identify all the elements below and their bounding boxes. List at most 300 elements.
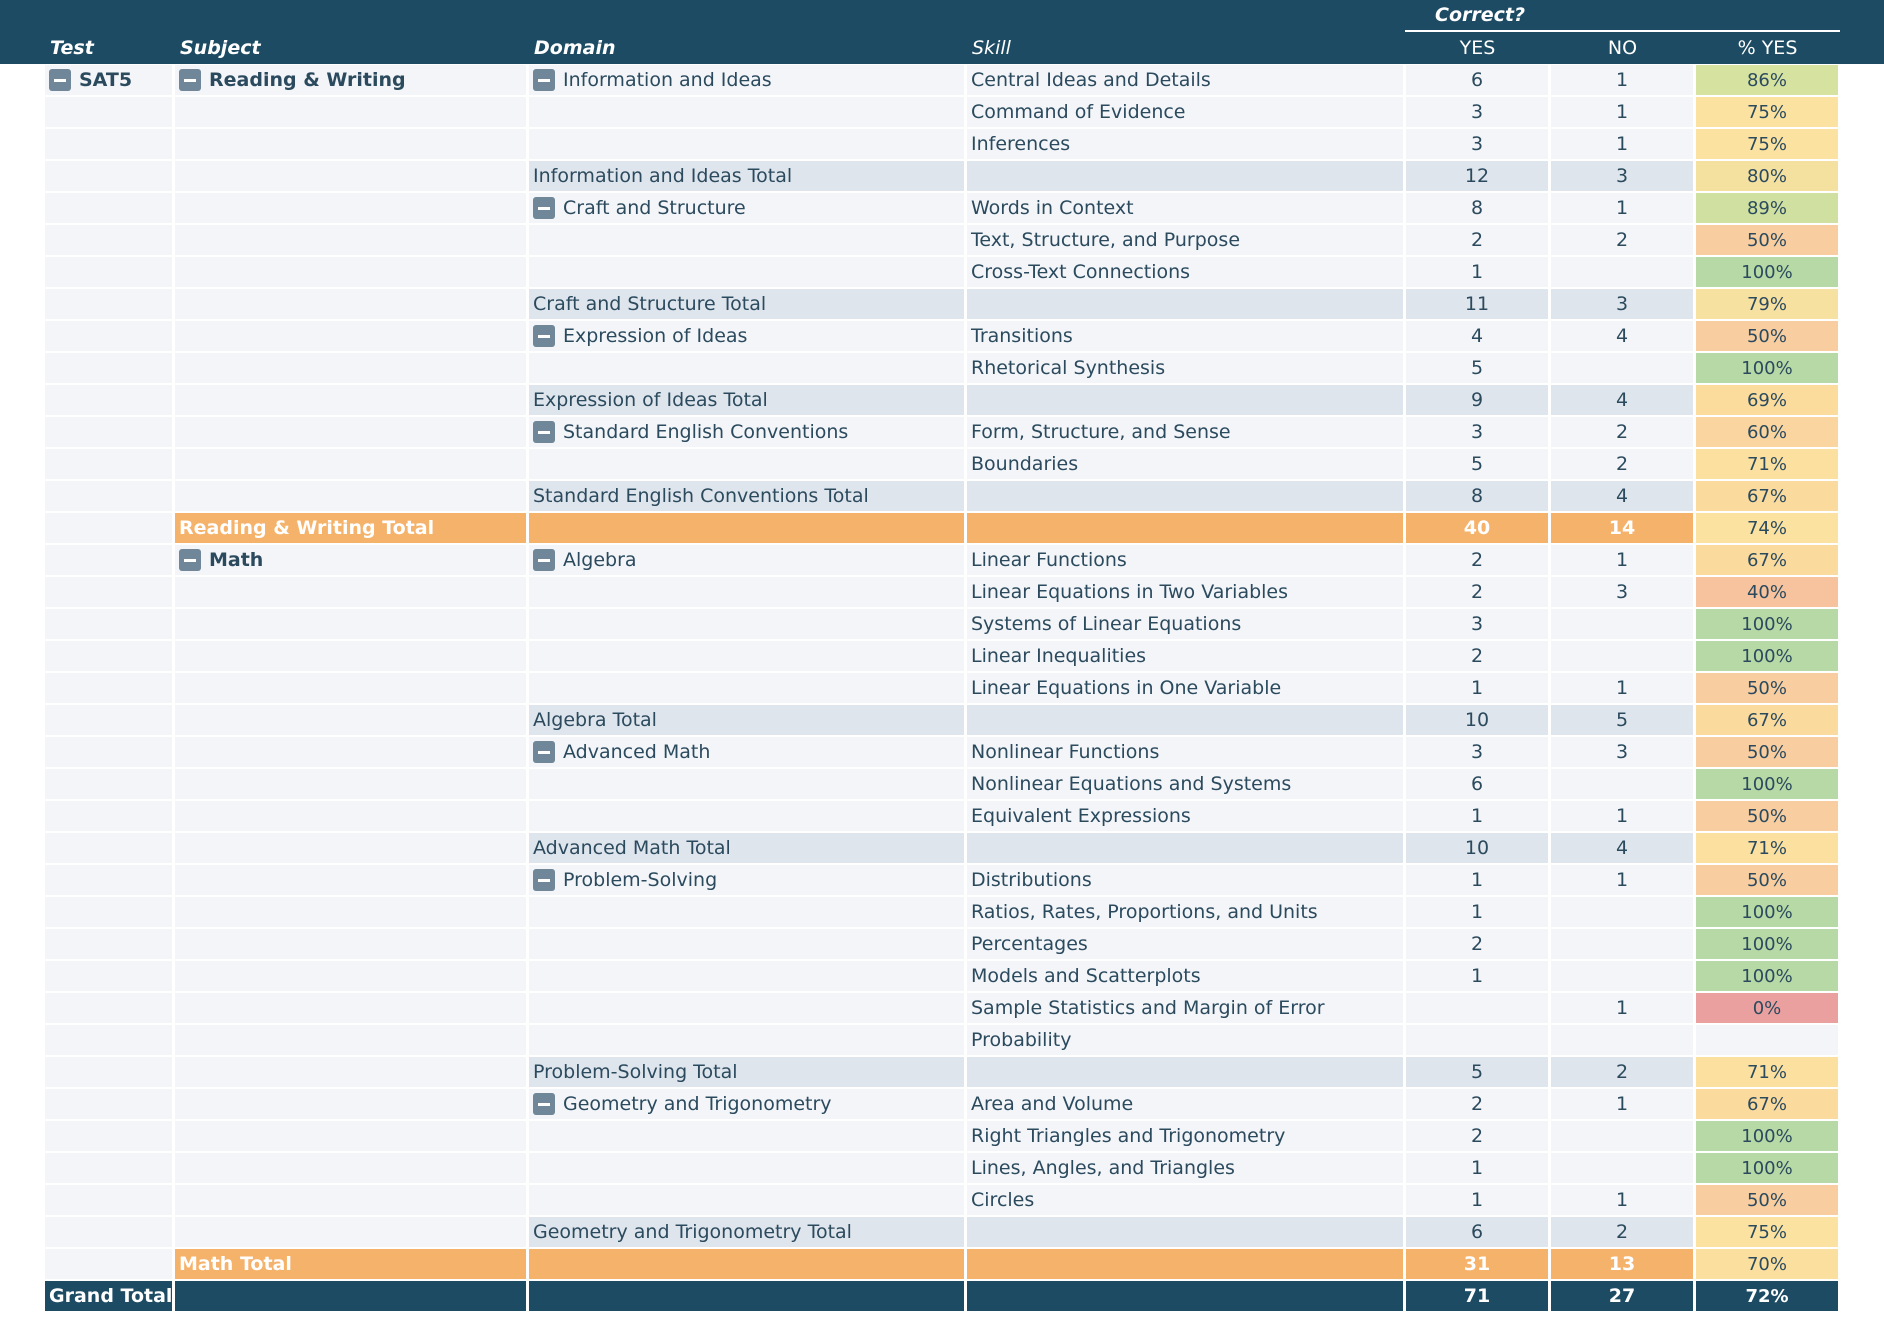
- domain-cell[interactable]: [529, 321, 964, 351]
- test-cell[interactable]: [45, 513, 172, 543]
- domain-cell[interactable]: [529, 1089, 964, 1119]
- pct-yes-cell[interactable]: [1696, 417, 1838, 447]
- subject-cell[interactable]: [175, 1025, 526, 1055]
- domain-cell[interactable]: [529, 897, 964, 927]
- collapse-toggle-icon[interactable]: [533, 1093, 555, 1115]
- test-cell[interactable]: [45, 801, 172, 831]
- domain-cell[interactable]: [529, 353, 964, 383]
- pct-yes-cell[interactable]: [1696, 641, 1838, 671]
- skill-cell[interactable]: [967, 769, 1403, 799]
- yes-count-cell[interactable]: [1406, 545, 1548, 575]
- test-cell[interactable]: [45, 1025, 172, 1055]
- pct-yes-cell[interactable]: [1696, 321, 1838, 351]
- yes-count-cell[interactable]: [1406, 481, 1548, 511]
- test-cell[interactable]: [45, 385, 172, 415]
- subject-cell[interactable]: [175, 385, 526, 415]
- subject-cell[interactable]: [175, 673, 526, 703]
- pct-yes-cell[interactable]: [1696, 161, 1838, 191]
- no-column-header[interactable]: NO: [1607, 37, 1638, 59]
- pct-yes-cell[interactable]: [1696, 225, 1838, 255]
- test-cell[interactable]: [45, 65, 172, 95]
- pct-yes-cell[interactable]: [1696, 993, 1838, 1023]
- no-count-cell[interactable]: [1551, 353, 1693, 383]
- skill-cell[interactable]: [967, 1281, 1403, 1311]
- no-count-cell[interactable]: [1551, 1057, 1693, 1087]
- table-row: [0, 448, 1884, 480]
- pct-yes-cell[interactable]: [1696, 289, 1838, 319]
- test-cell[interactable]: [45, 1057, 172, 1087]
- collapse-toggle-icon[interactable]: [533, 69, 555, 91]
- subject-cell[interactable]: [175, 321, 526, 351]
- subject-cell[interactable]: [175, 705, 526, 735]
- test-cell[interactable]: [45, 705, 172, 735]
- yes-count-cell[interactable]: [1406, 641, 1548, 671]
- skill-cell[interactable]: [967, 865, 1403, 895]
- yes-count-cell[interactable]: [1406, 449, 1548, 479]
- no-count-cell[interactable]: [1551, 65, 1693, 95]
- test-cell[interactable]: [45, 961, 172, 991]
- pct-yes-cell[interactable]: [1696, 449, 1838, 479]
- test-cell[interactable]: [45, 577, 172, 607]
- yes-count-cell[interactable]: [1406, 609, 1548, 639]
- yes-count-cell[interactable]: [1406, 1089, 1548, 1119]
- test-cell[interactable]: [45, 289, 172, 319]
- test-cell[interactable]: [45, 1121, 172, 1151]
- pct-yes-cell[interactable]: [1696, 1025, 1838, 1055]
- domain-cell[interactable]: [529, 1153, 964, 1183]
- subject-cell[interactable]: [175, 481, 526, 511]
- domain-total-label[interactable]: [529, 1217, 964, 1247]
- subject-cell[interactable]: [175, 449, 526, 479]
- pct-yes-cell[interactable]: [1696, 1121, 1838, 1151]
- subject-cell[interactable]: [175, 737, 526, 767]
- no-count-cell[interactable]: [1551, 897, 1693, 927]
- skill-cell[interactable]: [967, 481, 1403, 511]
- skill-cell[interactable]: [967, 993, 1403, 1023]
- pct-yes-cell[interactable]: [1696, 609, 1838, 639]
- pct-yes-cell[interactable]: [1696, 801, 1838, 831]
- pct-yes-cell[interactable]: [1696, 737, 1838, 767]
- yes-count-cell[interactable]: [1406, 513, 1548, 543]
- skill-cell[interactable]: [967, 929, 1403, 959]
- pct-yes-cell[interactable]: [1696, 1217, 1838, 1247]
- no-count-cell[interactable]: [1551, 1153, 1693, 1183]
- no-count-cell[interactable]: [1551, 1281, 1693, 1311]
- collapse-toggle-icon[interactable]: [533, 197, 555, 219]
- no-count-cell[interactable]: [1551, 737, 1693, 767]
- yes-count-cell[interactable]: [1406, 897, 1548, 927]
- yes-count-cell[interactable]: [1406, 65, 1548, 95]
- subject-total-label[interactable]: [175, 513, 526, 543]
- yes-count-cell[interactable]: [1406, 1025, 1548, 1055]
- yes-count-cell[interactable]: [1406, 385, 1548, 415]
- test-cell[interactable]: [45, 673, 172, 703]
- yes-count-cell[interactable]: [1406, 577, 1548, 607]
- test-column-header[interactable]: Test: [50, 37, 94, 59]
- no-count-cell[interactable]: [1551, 161, 1693, 191]
- skill-cell[interactable]: [967, 1121, 1403, 1151]
- skill-cell[interactable]: [967, 577, 1403, 607]
- subject-cell[interactable]: [175, 1185, 526, 1215]
- domain-cell[interactable]: [529, 929, 964, 959]
- domain-cell[interactable]: [529, 577, 964, 607]
- skill-cell[interactable]: [967, 737, 1403, 767]
- domain-cell[interactable]: [529, 737, 964, 767]
- no-count-cell[interactable]: [1551, 321, 1693, 351]
- test-cell[interactable]: [45, 641, 172, 671]
- skill-cell[interactable]: [967, 1057, 1403, 1087]
- subject-cell[interactable]: [175, 641, 526, 671]
- test-cell[interactable]: [45, 193, 172, 223]
- yes-count-cell[interactable]: [1406, 289, 1548, 319]
- pct-yes-cell[interactable]: [1696, 705, 1838, 735]
- pct-yes-cell[interactable]: [1696, 65, 1838, 95]
- skill-cell[interactable]: [967, 193, 1403, 223]
- domain-cell[interactable]: [529, 545, 964, 575]
- domain-total-label[interactable]: [529, 481, 964, 511]
- test-cell[interactable]: [45, 481, 172, 511]
- domain-total-label[interactable]: [529, 1057, 964, 1087]
- skill-cell[interactable]: [967, 897, 1403, 927]
- subject-cell[interactable]: [175, 769, 526, 799]
- test-cell[interactable]: [45, 929, 172, 959]
- no-count-cell[interactable]: [1551, 673, 1693, 703]
- yes-count-cell[interactable]: [1406, 1249, 1548, 1279]
- yes-count-cell[interactable]: [1406, 673, 1548, 703]
- collapse-toggle-icon[interactable]: [179, 549, 201, 571]
- no-count-cell[interactable]: [1551, 929, 1693, 959]
- no-count-cell[interactable]: [1551, 609, 1693, 639]
- test-cell[interactable]: [45, 353, 172, 383]
- domain-total-label[interactable]: [529, 385, 964, 415]
- subject-cell[interactable]: [175, 801, 526, 831]
- table-row: [0, 736, 1884, 768]
- test-cell[interactable]: [45, 1217, 172, 1247]
- pct-yes-cell[interactable]: [1696, 1185, 1838, 1215]
- skill-cell[interactable]: [967, 321, 1403, 351]
- no-count-cell[interactable]: [1551, 577, 1693, 607]
- skill-cell[interactable]: [967, 833, 1403, 863]
- skill-cell[interactable]: [967, 129, 1403, 159]
- domain-cell[interactable]: [529, 225, 964, 255]
- domain-cell[interactable]: [529, 673, 964, 703]
- pct-yes-cell[interactable]: [1696, 513, 1838, 543]
- domain-cell[interactable]: [529, 1185, 964, 1215]
- subject-cell[interactable]: [175, 545, 526, 575]
- no-count-cell[interactable]: [1551, 961, 1693, 991]
- pct-yes-cell[interactable]: [1696, 769, 1838, 799]
- subject-total-label[interactable]: [175, 1249, 526, 1279]
- test-cell[interactable]: [45, 1185, 172, 1215]
- yes-count-cell[interactable]: [1406, 97, 1548, 127]
- yes-count-cell[interactable]: [1406, 993, 1548, 1023]
- collapse-toggle-icon[interactable]: [533, 325, 555, 347]
- skill-cell[interactable]: [967, 353, 1403, 383]
- no-count-cell[interactable]: [1551, 801, 1693, 831]
- test-cell[interactable]: [45, 225, 172, 255]
- skill-cell[interactable]: [967, 65, 1403, 95]
- skill-cell[interactable]: [967, 609, 1403, 639]
- subject-cell[interactable]: [175, 1057, 526, 1087]
- pct-yes-cell-text: 75%: [1746, 133, 1787, 155]
- skill-cell[interactable]: [967, 513, 1403, 543]
- collapse-toggle-icon[interactable]: [533, 741, 555, 763]
- skill-cell[interactable]: [967, 1249, 1403, 1279]
- domain-cell[interactable]: [529, 801, 964, 831]
- domain-cell[interactable]: [529, 961, 964, 991]
- subject-cell[interactable]: [175, 609, 526, 639]
- pct-yes-cell[interactable]: [1696, 1281, 1838, 1311]
- test-cell[interactable]: [45, 1249, 172, 1279]
- test-cell[interactable]: [45, 865, 172, 895]
- collapse-toggle-icon[interactable]: [533, 549, 555, 571]
- test-cell[interactable]: [45, 545, 172, 575]
- no-count-cell[interactable]: [1551, 513, 1693, 543]
- domain-cell[interactable]: [529, 513, 964, 543]
- no-count-cell[interactable]: [1551, 641, 1693, 671]
- pct-yes-cell[interactable]: [1696, 129, 1838, 159]
- skill-column-header[interactable]: Skill: [972, 37, 1011, 59]
- no-count-cell[interactable]: [1551, 1217, 1693, 1247]
- subject-cell[interactable]: [175, 897, 526, 927]
- subject-cell[interactable]: [175, 929, 526, 959]
- subject-cell[interactable]: [175, 417, 526, 447]
- domain-total-label[interactable]: [529, 289, 964, 319]
- subject-column-header[interactable]: Subject: [180, 37, 261, 59]
- header-row-1: [0, 0, 1884, 32]
- test-cell[interactable]: [45, 161, 172, 191]
- yes-count-cell[interactable]: [1406, 1121, 1548, 1151]
- test-cell[interactable]: [45, 97, 172, 127]
- pct-yes-cell[interactable]: [1696, 385, 1838, 415]
- pct-yes-column-header[interactable]: % YES: [1737, 37, 1798, 59]
- no-count-cell[interactable]: [1551, 289, 1693, 319]
- test-cell[interactable]: [45, 897, 172, 927]
- skill-cell[interactable]: [967, 385, 1403, 415]
- subject-cell[interactable]: [175, 193, 526, 223]
- test-cell[interactable]: [45, 321, 172, 351]
- domain-cell[interactable]: [529, 1249, 964, 1279]
- subject-cell[interactable]: [175, 865, 526, 895]
- subject-cell[interactable]: [175, 225, 526, 255]
- skill-cell[interactable]: [967, 257, 1403, 287]
- yes-count-cell[interactable]: [1406, 1281, 1548, 1311]
- no-count-cell[interactable]: [1551, 1249, 1693, 1279]
- no-count-cell-text: 3: [1615, 741, 1629, 763]
- subject-cell[interactable]: [175, 577, 526, 607]
- yes-count-cell[interactable]: [1406, 833, 1548, 863]
- no-count-cell[interactable]: [1551, 449, 1693, 479]
- pct-yes-cell[interactable]: [1696, 897, 1838, 927]
- yes-count-cell[interactable]: [1406, 769, 1548, 799]
- yes-count-cell[interactable]: [1406, 1217, 1548, 1247]
- yes-count-cell[interactable]: [1406, 929, 1548, 959]
- subject-cell[interactable]: [175, 97, 526, 127]
- domain-total-label[interactable]: [529, 833, 964, 863]
- domain-cell[interactable]: [529, 129, 964, 159]
- subject-cell[interactable]: [175, 161, 526, 191]
- domain-cell[interactable]: [529, 449, 964, 479]
- test-cell[interactable]: [45, 769, 172, 799]
- skill-cell[interactable]: [967, 641, 1403, 671]
- yes-count-cell[interactable]: [1406, 801, 1548, 831]
- skill-cell[interactable]: [967, 1185, 1403, 1215]
- subject-cell[interactable]: [175, 1121, 526, 1151]
- no-count-cell[interactable]: [1551, 865, 1693, 895]
- skill-cell[interactable]: [967, 97, 1403, 127]
- subject-cell[interactable]: [175, 257, 526, 287]
- yes-count-cell[interactable]: [1406, 321, 1548, 351]
- subject-cell[interactable]: [175, 1153, 526, 1183]
- yes-count-cell[interactable]: [1406, 1057, 1548, 1087]
- pct-yes-cell[interactable]: [1696, 865, 1838, 895]
- subject-cell[interactable]: [175, 1217, 526, 1247]
- domain-column-header[interactable]: Domain: [534, 37, 616, 59]
- skill-cell[interactable]: [967, 801, 1403, 831]
- skill-cell[interactable]: [967, 161, 1403, 191]
- skill-cell[interactable]: [967, 545, 1403, 575]
- test-cell[interactable]: [45, 449, 172, 479]
- domain-total-label[interactable]: [529, 705, 964, 735]
- collapse-toggle-icon[interactable]: [533, 421, 555, 443]
- test-cell[interactable]: [45, 737, 172, 767]
- subject-cell[interactable]: [175, 129, 526, 159]
- no-count-cell[interactable]: [1551, 385, 1693, 415]
- test-cell[interactable]: [45, 1089, 172, 1119]
- skill-cell[interactable]: [967, 225, 1403, 255]
- yes-count-cell[interactable]: [1406, 353, 1548, 383]
- test-cell[interactable]: [45, 257, 172, 287]
- pct-yes-cell[interactable]: [1696, 1089, 1838, 1119]
- grand-total-label[interactable]: [45, 1281, 172, 1311]
- no-count-cell[interactable]: [1551, 1185, 1693, 1215]
- pct-yes-cell[interactable]: [1696, 193, 1838, 223]
- yes-count-cell[interactable]: [1406, 705, 1548, 735]
- skill-cell[interactable]: [967, 1217, 1403, 1247]
- test-cell[interactable]: [45, 833, 172, 863]
- subject-cell[interactable]: [175, 993, 526, 1023]
- yes-column-header[interactable]: YES: [1459, 37, 1496, 59]
- yes-count-cell[interactable]: [1406, 1185, 1548, 1215]
- pct-yes-cell[interactable]: [1696, 1057, 1838, 1087]
- no-count-cell[interactable]: [1551, 769, 1693, 799]
- skill-cell[interactable]: [967, 417, 1403, 447]
- yes-count-cell[interactable]: [1406, 961, 1548, 991]
- no-count-cell[interactable]: [1551, 545, 1693, 575]
- yes-count-cell[interactable]: [1406, 865, 1548, 895]
- pct-yes-cell[interactable]: [1696, 257, 1838, 287]
- pct-yes-cell[interactable]: [1696, 833, 1838, 863]
- domain-cell[interactable]: [529, 65, 964, 95]
- domain-cell[interactable]: [529, 609, 964, 639]
- no-count-cell[interactable]: [1551, 129, 1693, 159]
- yes-count-cell[interactable]: [1406, 257, 1548, 287]
- yes-count-cell[interactable]: [1406, 737, 1548, 767]
- no-count-cell[interactable]: [1551, 993, 1693, 1023]
- pct-yes-cell[interactable]: [1696, 673, 1838, 703]
- pct-yes-cell[interactable]: [1696, 1249, 1838, 1279]
- subject-cell[interactable]: [175, 65, 526, 95]
- no-count-cell[interactable]: [1551, 833, 1693, 863]
- pct-yes-cell[interactable]: [1696, 481, 1838, 511]
- skill-cell[interactable]: [967, 1025, 1403, 1055]
- collapse-toggle-icon[interactable]: [179, 69, 201, 91]
- domain-cell[interactable]: [529, 993, 964, 1023]
- no-count-cell[interactable]: [1551, 257, 1693, 287]
- table-row: [0, 576, 1884, 608]
- no-count-cell[interactable]: [1551, 97, 1693, 127]
- pct-yes-cell[interactable]: [1696, 961, 1838, 991]
- skill-cell[interactable]: [967, 673, 1403, 703]
- no-count-cell[interactable]: [1551, 417, 1693, 447]
- collapse-toggle-icon[interactable]: [49, 69, 71, 91]
- domain-cell[interactable]: [529, 769, 964, 799]
- domain-cell[interactable]: [529, 97, 964, 127]
- yes-count-cell[interactable]: [1406, 1153, 1548, 1183]
- test-cell[interactable]: [45, 417, 172, 447]
- pct-yes-cell-text: 100%: [1741, 613, 1793, 635]
- skill-cell[interactable]: [967, 961, 1403, 991]
- test-cell[interactable]: [45, 129, 172, 159]
- no-count-cell[interactable]: [1551, 1121, 1693, 1151]
- pct-yes-cell[interactable]: [1696, 545, 1838, 575]
- pct-yes-cell[interactable]: [1696, 929, 1838, 959]
- no-count-cell[interactable]: [1551, 193, 1693, 223]
- skill-cell[interactable]: [967, 289, 1403, 319]
- yes-count-cell-text: 3: [1470, 133, 1484, 155]
- skill-cell[interactable]: [967, 705, 1403, 735]
- test-cell[interactable]: [45, 1153, 172, 1183]
- skill-cell[interactable]: [967, 1153, 1403, 1183]
- skill-cell[interactable]: [967, 449, 1403, 479]
- no-count-cell[interactable]: [1551, 1025, 1693, 1055]
- domain-cell[interactable]: [529, 193, 964, 223]
- domain-cell[interactable]: [529, 1121, 964, 1151]
- yes-count-cell[interactable]: [1406, 225, 1548, 255]
- no-count-cell[interactable]: [1551, 705, 1693, 735]
- no-count-cell[interactable]: [1551, 481, 1693, 511]
- subject-cell[interactable]: [175, 1281, 526, 1311]
- yes-count-cell[interactable]: [1406, 161, 1548, 191]
- subject-cell[interactable]: [175, 1089, 526, 1119]
- pct-yes-cell[interactable]: [1696, 353, 1838, 383]
- domain-cell[interactable]: [529, 1025, 964, 1055]
- domain-cell[interactable]: [529, 641, 964, 671]
- no-count-cell[interactable]: [1551, 225, 1693, 255]
- subject-cell[interactable]: [175, 289, 526, 319]
- table-row: [0, 384, 1884, 416]
- yes-count-cell[interactable]: [1406, 193, 1548, 223]
- yes-count-cell[interactable]: [1406, 129, 1548, 159]
- domain-cell[interactable]: [529, 865, 964, 895]
- subject-cell[interactable]: [175, 961, 526, 991]
- domain-cell[interactable]: [529, 1281, 964, 1311]
- no-count-cell[interactable]: [1551, 1089, 1693, 1119]
- pct-yes-cell[interactable]: [1696, 1153, 1838, 1183]
- subject-cell[interactable]: [175, 353, 526, 383]
- collapse-toggle-icon[interactable]: [533, 869, 555, 891]
- yes-count-cell[interactable]: [1406, 417, 1548, 447]
- domain-total-label[interactable]: [529, 161, 964, 191]
- test-cell[interactable]: [45, 609, 172, 639]
- subject-cell[interactable]: [175, 833, 526, 863]
- domain-cell[interactable]: [529, 257, 964, 287]
- test-cell[interactable]: [45, 993, 172, 1023]
- skill-cell[interactable]: [967, 1089, 1403, 1119]
- domain-cell[interactable]: [529, 417, 964, 447]
- pct-yes-cell[interactable]: [1696, 577, 1838, 607]
- pct-yes-cell[interactable]: [1696, 97, 1838, 127]
